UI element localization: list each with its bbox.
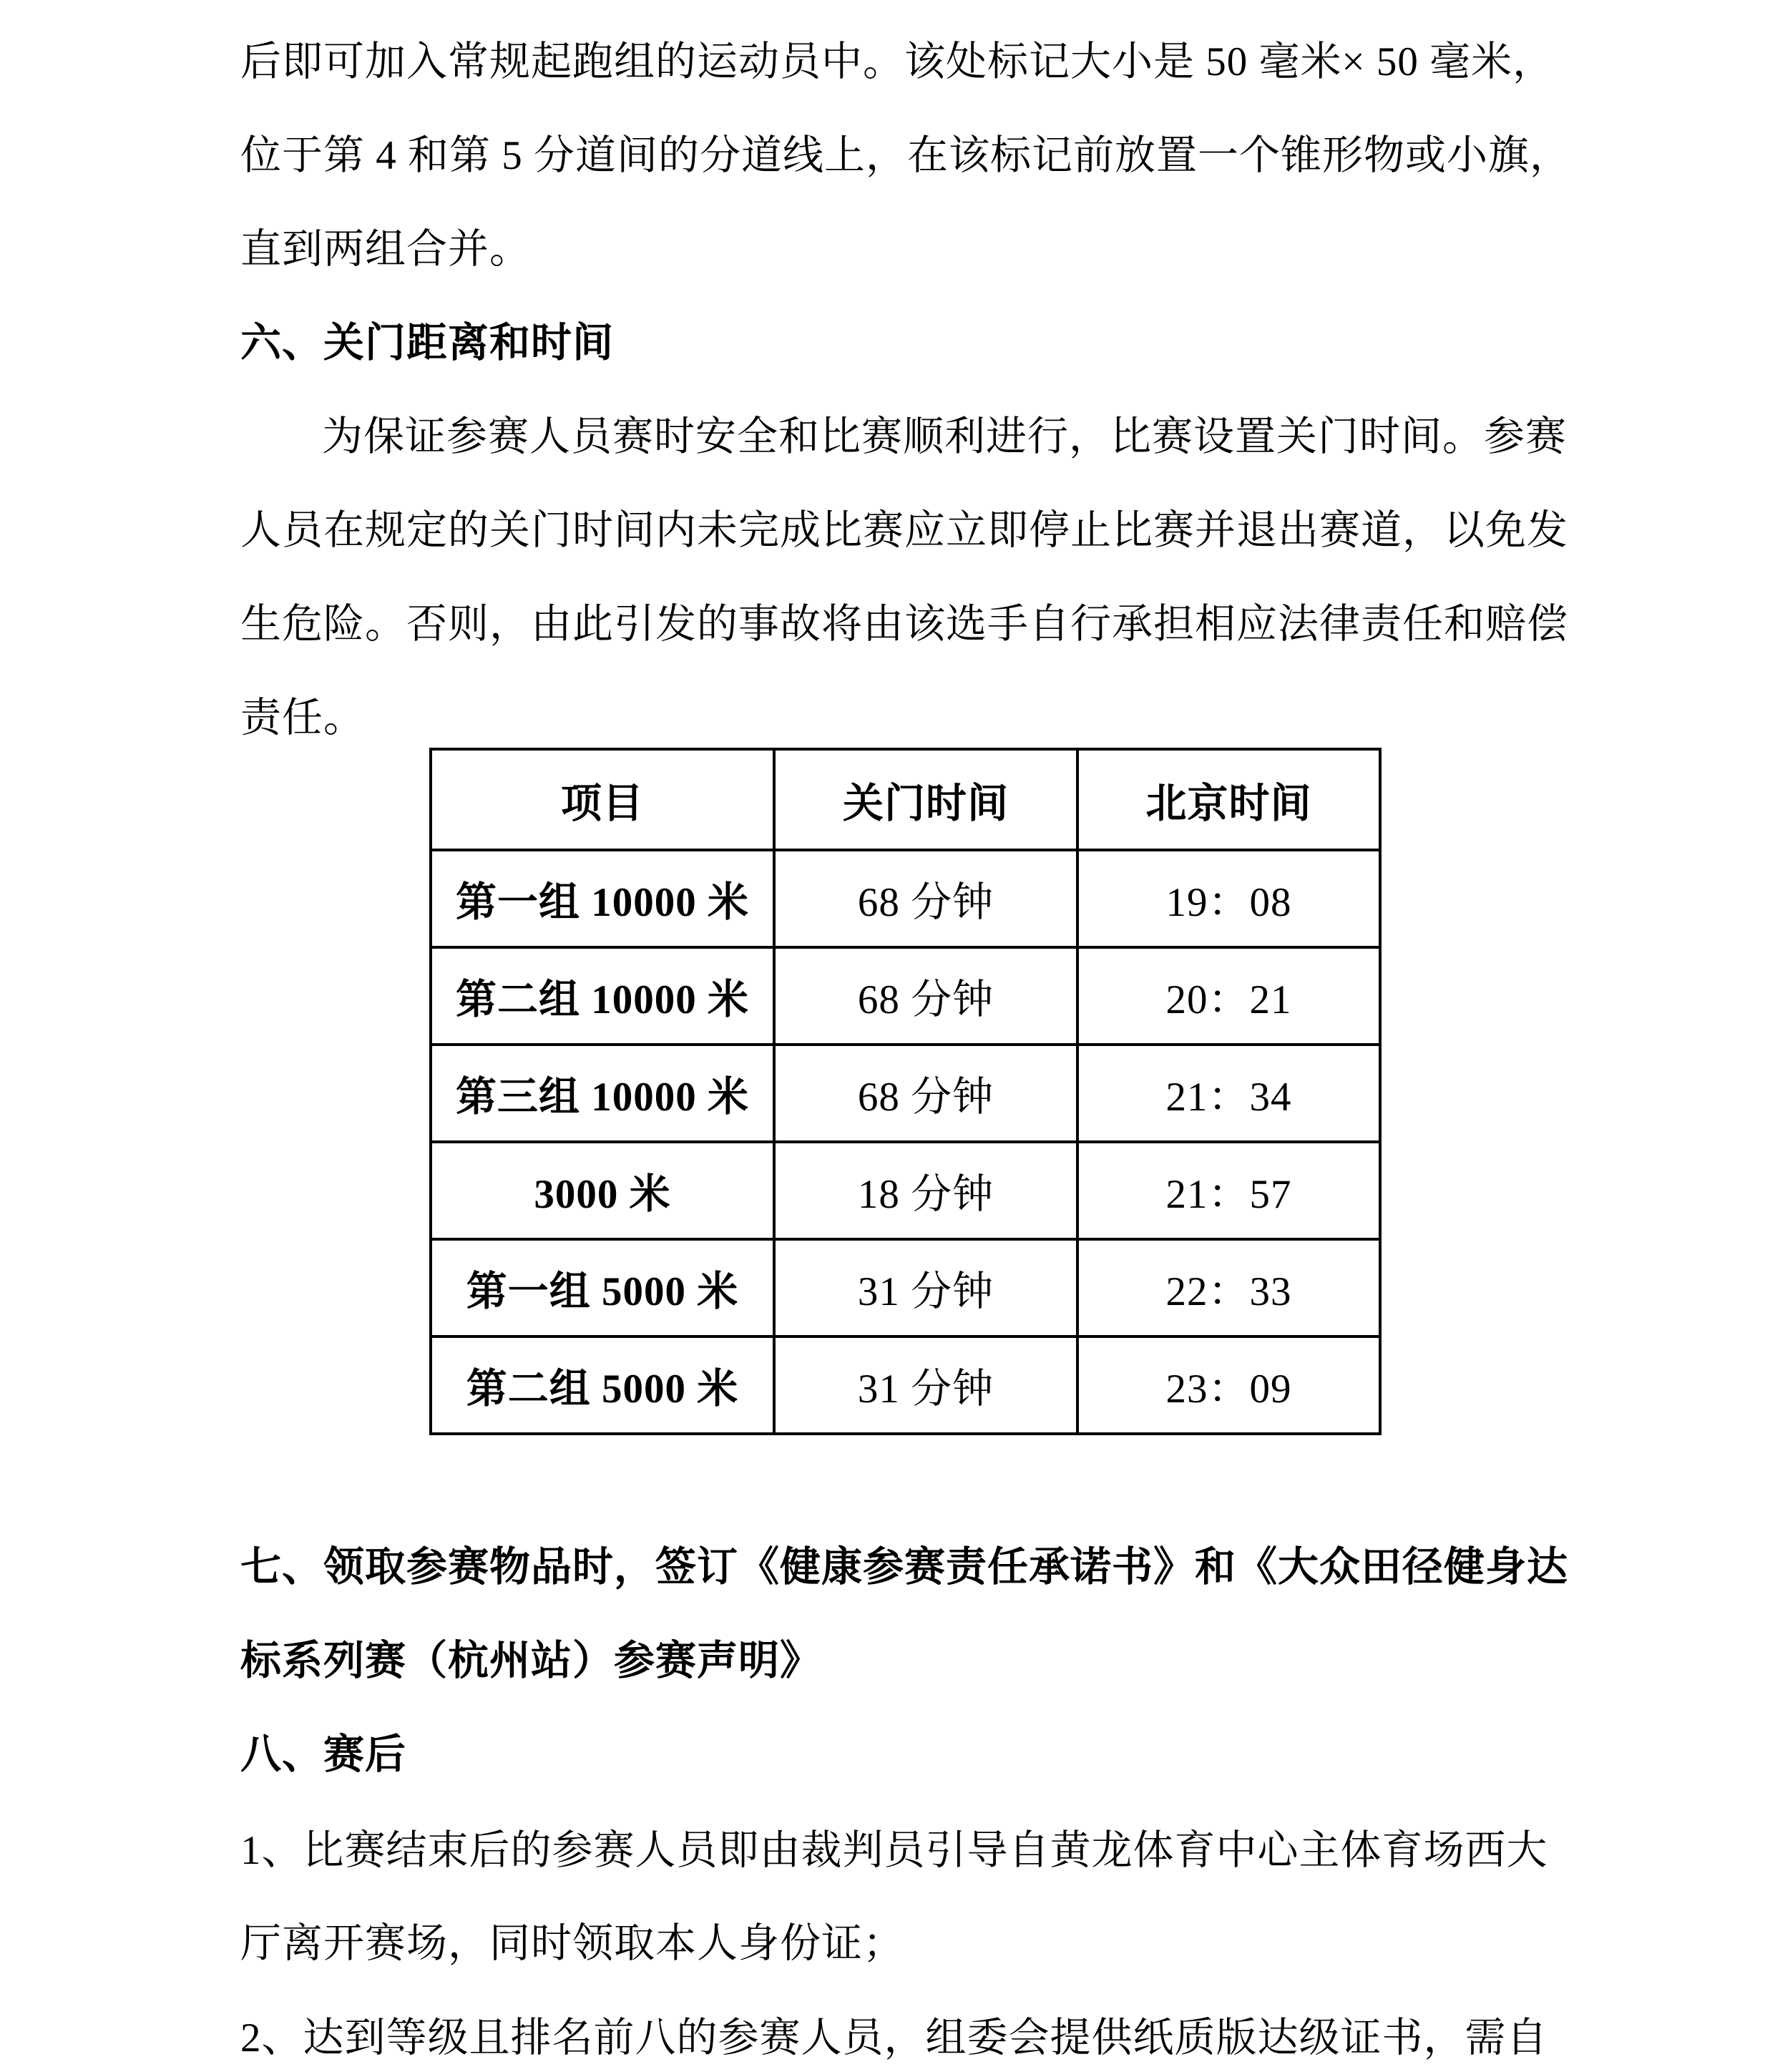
- cell-closing-time: 68 分钟: [774, 947, 1077, 1045]
- section6-body-line-1: 为保证参赛人员赛时安全和比赛顺利进行，比赛设置关门时间。参赛: [322, 414, 1567, 459]
- section8-heading: 八、赛后: [240, 1732, 406, 1777]
- section8-item2-line-1: 2、达到等级且排名前八的参赛人员，组委会提供纸质版达级证书，需自: [240, 2015, 1548, 2061]
- cell-event: 第二组 5000 米: [431, 1336, 774, 1434]
- header-cell-event: 项目: [431, 749, 774, 850]
- table-row: [431, 947, 1380, 1045]
- table-row: [431, 1045, 1380, 1142]
- cell-event: 3000 米: [431, 1142, 774, 1239]
- section8-item1-line-2: 厅离开赛场，同时领取本人身份证；: [240, 1921, 904, 1966]
- table-row: [431, 1239, 1380, 1336]
- table-header-row: [431, 749, 1380, 850]
- section6-body-line-4: 责任。: [240, 695, 365, 741]
- cell-closing-time: 31 分钟: [774, 1336, 1077, 1434]
- cell-beijing-time: 20：21: [1077, 947, 1380, 1045]
- cell-beijing-time: 21：57: [1077, 1142, 1380, 1239]
- cell-beijing-time: 19：08: [1077, 850, 1380, 947]
- cell-beijing-time: 22：33: [1077, 1239, 1380, 1336]
- header-cell-closing-time: 关门时间: [774, 749, 1077, 850]
- cell-event: 第一组 10000 米: [431, 850, 774, 947]
- table-row: [431, 1336, 1380, 1434]
- header-cell-beijing-time: 北京时间: [1077, 749, 1380, 850]
- section7-heading-line-2: 标系列赛（杭州站）参赛声明》: [240, 1638, 821, 1684]
- intro-line-3: 直到两组合并。: [240, 227, 531, 272]
- cell-event: 第三组 10000 米: [431, 1045, 774, 1142]
- cell-closing-time: 68 分钟: [774, 850, 1077, 947]
- section8-item1-line-1: 1、比赛结束后的参赛人员即由裁判员引导自黄龙体育中心主体育场西大: [240, 1828, 1548, 1873]
- section7-heading-line-1: 七、领取参赛物品时，签订《健康参赛责任承诺书》和《大众田径健身达: [240, 1545, 1568, 1590]
- cell-beijing-time: 21：34: [1077, 1045, 1380, 1142]
- section6-heading: 六、关门距离和时间: [240, 321, 614, 366]
- cell-closing-time: 18 分钟: [774, 1142, 1077, 1239]
- table-row: [431, 850, 1380, 947]
- section6-body-line-3: 生危险。否则，由此引发的事故将由该选手自行承担相应法律责任和赔偿: [240, 602, 1568, 647]
- cell-closing-time: 68 分钟: [774, 1045, 1077, 1142]
- intro-line-1: 后即可加入常规起跑组的运动员中。该处标记大小是 50 毫米× 50 毫米，: [240, 39, 1555, 84]
- section6-body-line-2: 人员在规定的关门时间内未完成比赛应立即停止比赛并退出赛道，以免发: [240, 508, 1568, 553]
- cell-event: 第二组 10000 米: [431, 947, 774, 1045]
- cell-beijing-time: 23：09: [1077, 1336, 1380, 1434]
- table-row: [431, 1142, 1380, 1239]
- cell-event: 第一组 5000 米: [431, 1239, 774, 1336]
- intro-line-2: 位于第 4 和第 5 分道间的分道线上，在该标记前放置一个锥形物或小旗，: [240, 133, 1571, 178]
- cell-closing-time: 31 分钟: [774, 1239, 1077, 1336]
- closing-time-table: [429, 748, 1382, 1435]
